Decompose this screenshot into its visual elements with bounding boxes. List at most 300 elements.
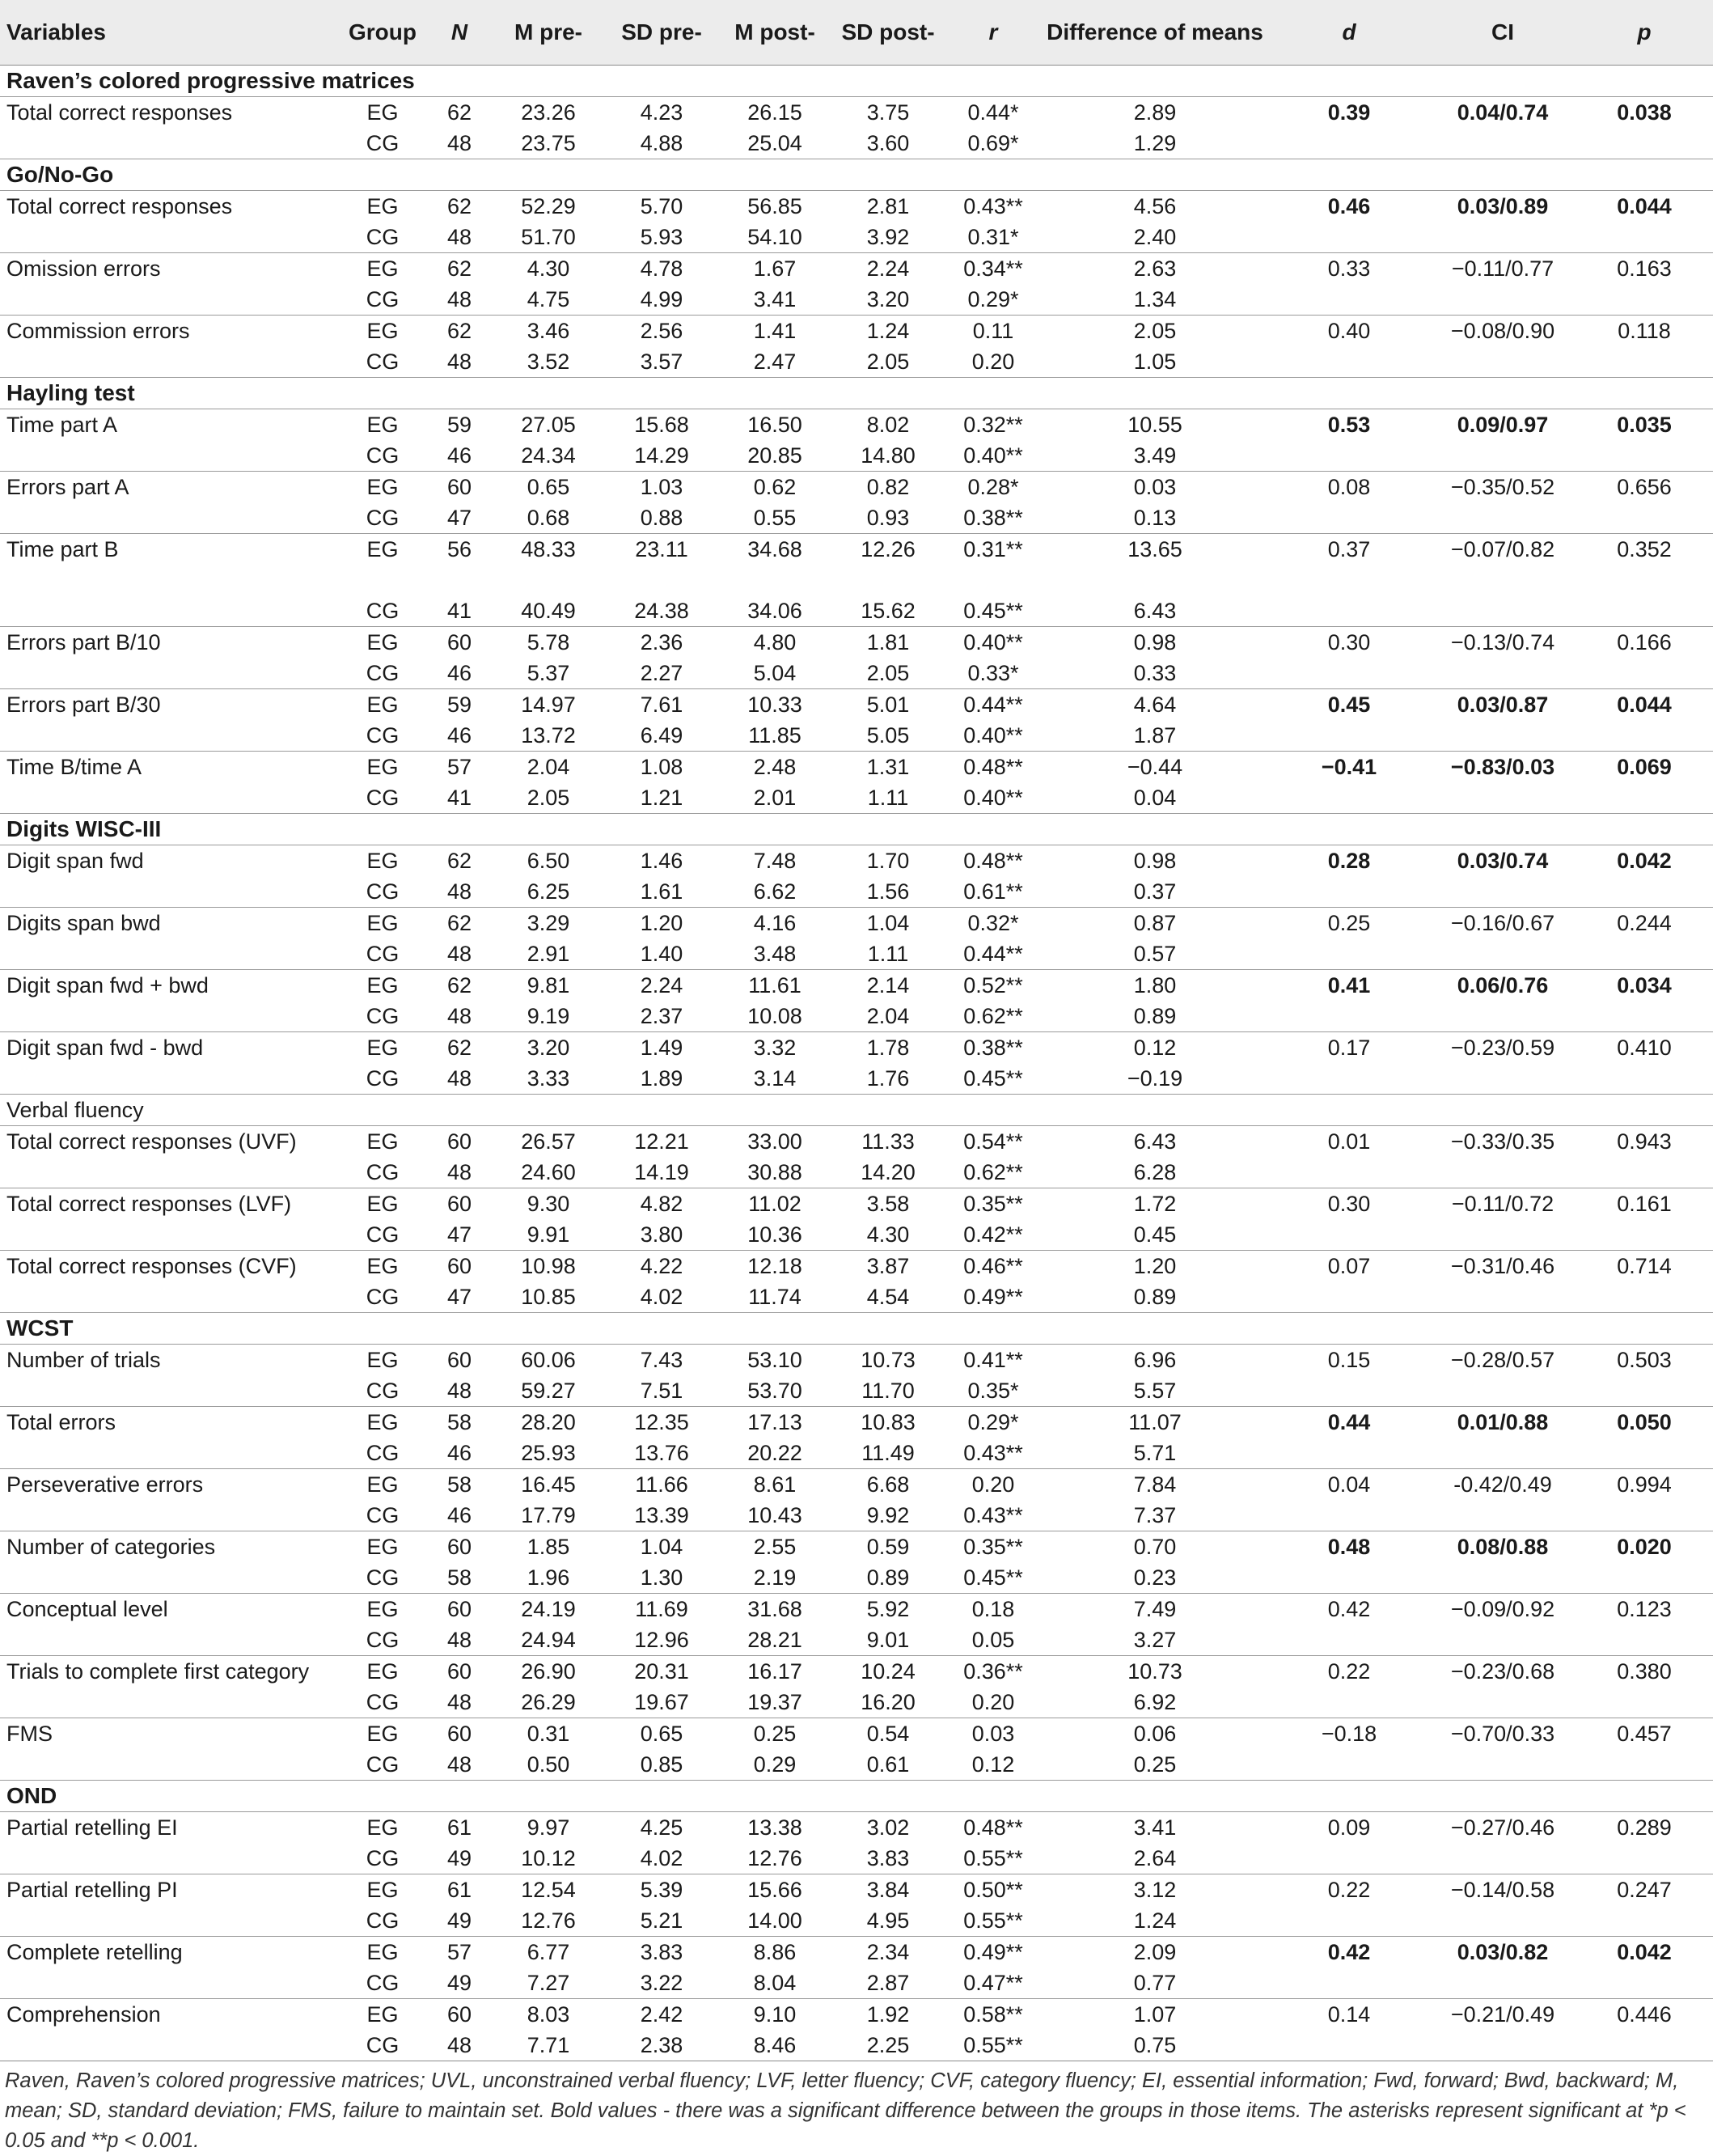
m-pre-cell: 0.50 [527,1752,570,1777]
section-title: Go/No-Go [0,159,1713,191]
ci-cell: 0.03/0.87 [1430,689,1576,721]
m-pre-cell: 26.90 [492,1656,605,1688]
variable-cell [0,440,338,472]
m-post-cell: 3.41 [753,287,797,311]
sd-pre-cell: 1.20 [605,908,718,939]
sd-pre-cell: 24.38 [634,599,689,623]
sd-pre-cell: 4.23 [605,97,718,129]
sd-pre-cell: 5.93 [640,225,683,249]
group-cell: CG [366,1379,400,1403]
ci-cell [1430,284,1576,316]
r-cell: 0.43** [963,1441,1023,1465]
variable-cell: Perseverative errors [0,1469,338,1501]
table-row [0,595,1713,627]
group-cell: EG [338,409,427,441]
p-cell [1576,1500,1713,1531]
n-cell: 48 [427,2030,492,2061]
table-row [0,222,1713,253]
r-cell: 0.40** [945,627,1042,659]
m-pre-cell: 28.20 [492,1407,605,1438]
sd-pre-cell: 1.08 [605,752,718,783]
variable-cell: Partial retelling PI [0,1874,338,1906]
difference-cell: 0.77 [1133,1971,1177,1995]
p-cell: 0.042 [1576,1937,1713,1968]
sd-pre-cell: 13.39 [634,1503,689,1527]
d-cell: 0.14 [1268,1999,1430,2031]
sd-post-cell: 16.20 [861,1690,916,1714]
sd-post-cell: 10.83 [831,1407,945,1438]
m-post-cell: 11.74 [748,1285,802,1309]
sd-post-cell: 1.04 [831,908,945,939]
d-cell: 0.30 [1268,627,1430,659]
group-cell: EG [338,689,427,721]
p-cell: 0.050 [1576,1407,1713,1438]
m-post-cell: 3.32 [718,1032,831,1064]
r-cell: 0.45** [963,1066,1023,1091]
difference-cell: 2.64 [1133,1846,1177,1870]
variable-cell: Number of trials [0,1345,338,1376]
p-cell: 0.380 [1576,1656,1713,1688]
d-cell [1268,440,1430,472]
sd-post-cell: 2.25 [831,2030,945,2061]
ci-cell: −0.11/0.72 [1430,1188,1576,1220]
sd-pre-cell: 0.85 [640,1752,683,1777]
n-cell: 48 [446,1066,472,1091]
sd-post-cell: 1.31 [831,752,945,783]
d-cell: 0.42 [1268,1937,1430,1968]
sd-post-cell: 9.92 [866,1503,910,1527]
variable-cell: Errors part B/10 [0,627,338,659]
m-post-cell: 2.48 [718,752,831,783]
sd-pre-cell: 4.25 [605,1812,718,1844]
r-cell: 0.55** [963,1846,1023,1870]
table-row [0,938,1713,970]
sd-post-cell: 0.59 [831,1531,945,1563]
r-cell: 0.34** [945,253,1042,285]
sd-post-cell: 3.83 [866,1846,910,1870]
difference-cell: 1.24 [1133,1908,1177,1933]
sd-pre-cell: 4.82 [605,1188,718,1220]
variable-cell: Total correct responses (LVF) [0,1188,338,1220]
group-cell: EG [338,1188,427,1220]
ci-cell [1430,1375,1576,1407]
d-cell: −0.18 [1268,1718,1430,1750]
m-post-cell: 0.55 [753,506,797,530]
n-cell: 60 [427,1594,492,1625]
p-cell [1576,128,1713,159]
sd-post-cell: 1.70 [831,845,945,877]
n-cell: 61 [427,1812,492,1844]
ci-cell [1430,502,1576,534]
ci-cell: −0.14/0.58 [1430,1874,1576,1906]
group-cell: EG [338,1469,427,1501]
sd-pre-cell: 4.99 [640,287,683,311]
n-cell: 48 [446,1004,472,1028]
m-pre-cell: 23.75 [521,131,576,155]
m-post-cell: 8.46 [718,2030,831,2061]
sd-pre-cell: 1.49 [605,1032,718,1064]
table-row [0,1999,1713,2031]
m-post-cell: 2.01 [753,786,797,810]
table-row [0,534,1713,596]
m-pre-cell: 27.05 [492,409,605,441]
m-pre-cell: 9.30 [492,1188,605,1220]
group-cell: CG [366,1222,400,1247]
p-cell: 0.123 [1576,1594,1713,1625]
d-cell [1268,1438,1430,1469]
variable-cell: Complete retelling [0,1937,338,1968]
table-row [0,191,1713,222]
n-cell: 58 [427,1407,492,1438]
p-cell [1576,1063,1713,1095]
m-pre-cell: 17.79 [521,1503,576,1527]
header-sd-pre: SD pre- [605,0,718,66]
table-row [0,1157,1713,1188]
m-pre-cell: 5.78 [492,627,605,659]
header-ci: CI [1430,0,1576,66]
d-cell: −0.41 [1268,752,1430,783]
difference-cell: 0.75 [1042,2030,1268,2061]
m-post-cell: 34.68 [718,534,831,596]
m-post-cell: 10.36 [747,1222,802,1247]
m-pre-cell: 40.49 [521,599,576,623]
variable-cell: Trials to complete first category [0,1656,338,1688]
m-pre-cell: 24.60 [521,1160,576,1184]
ci-cell [1430,1968,1576,1999]
section-header-row [0,66,1713,97]
variable-cell [0,346,338,378]
difference-cell: 2.09 [1042,1937,1268,1968]
sd-pre-cell: 14.29 [634,443,689,468]
n-cell: 49 [446,1846,472,1870]
sd-post-cell: 10.24 [831,1656,945,1688]
r-cell: 0.20 [945,1469,1042,1501]
m-post-cell: 1.41 [718,316,831,347]
m-post-cell: 4.80 [718,627,831,659]
ci-cell: −0.31/0.46 [1430,1251,1576,1282]
r-cell: 0.43** [963,1503,1023,1527]
sd-post-cell: 5.01 [831,689,945,721]
d-cell: 0.28 [1268,845,1430,877]
p-cell [1576,1562,1713,1594]
difference-cell: 13.65 [1042,534,1268,596]
sd-post-cell: 1.81 [831,627,945,659]
p-cell: 0.352 [1576,534,1713,596]
difference-cell: 1.20 [1042,1251,1268,1282]
table-row [0,689,1713,721]
sd-post-cell: 0.93 [866,506,910,530]
ci-cell [1430,128,1576,159]
group-cell: CG [366,1285,400,1309]
ci-cell [1430,222,1576,253]
sd-post-cell: 2.04 [866,1004,910,1028]
p-cell: 0.166 [1576,627,1713,659]
n-cell: 62 [427,845,492,877]
r-cell: 0.58** [945,1999,1042,2031]
d-cell [1268,346,1430,378]
group-cell: CG [366,225,400,249]
n-cell: 48 [446,349,472,374]
difference-cell: 0.25 [1133,1752,1177,1777]
n-cell: 49 [446,1971,472,1995]
r-cell: 0.44** [945,689,1042,721]
table-row [0,1531,1713,1563]
group-cell: EG [338,1407,427,1438]
group-cell: CG [366,287,400,311]
table-row [0,1905,1713,1937]
difference-cell: 11.07 [1042,1407,1268,1438]
section-header-row [0,378,1713,409]
d-cell: 0.33 [1268,253,1430,285]
r-cell: 0.54** [945,1126,1042,1158]
r-cell: 0.44** [963,942,1023,966]
ci-cell: 0.03/0.82 [1430,1937,1576,1968]
ci-cell [1430,1001,1576,1032]
m-pre-cell: 0.68 [527,506,570,530]
sd-pre-cell: 2.56 [605,316,718,347]
section-title: WCST [0,1313,1713,1345]
difference-cell: 0.45 [1133,1222,1177,1247]
difference-cell: 6.92 [1133,1690,1177,1714]
p-cell [1576,1749,1713,1781]
table-row [0,1407,1713,1438]
d-cell [1268,1157,1430,1188]
n-cell: 48 [446,1160,472,1184]
variable-cell: Comprehension [0,1999,338,2031]
header-r: r [945,0,1042,66]
m-pre-cell: 12.54 [492,1874,605,1906]
ci-cell: 0.08/0.88 [1430,1531,1576,1563]
m-post-cell: 12.76 [747,1846,802,1870]
difference-cell: 0.13 [1133,506,1177,530]
variable-cell: Time part A [0,409,338,441]
ci-cell [1430,720,1576,752]
n-cell: 60 [427,627,492,659]
n-cell: 47 [446,1222,472,1247]
n-cell: 60 [427,1531,492,1563]
d-cell: 0.15 [1268,1345,1430,1376]
table-row [0,1624,1713,1656]
p-cell [1576,1157,1713,1188]
r-cell: 0.28* [945,472,1042,503]
r-cell: 0.50** [945,1874,1042,1906]
p-cell [1576,1438,1713,1469]
m-post-cell: 0.62 [718,472,831,503]
variable-cell: Commission errors [0,316,338,347]
p-cell: 0.247 [1576,1874,1713,1906]
r-cell: 0.48** [945,1812,1042,1844]
table-row [0,346,1713,378]
variable-cell [0,1562,338,1594]
ci-cell: 0.09/0.97 [1430,409,1576,441]
table-row [0,1345,1713,1376]
r-cell: 0.40** [963,786,1023,810]
header-d: d [1268,0,1430,66]
m-pre-cell: 51.70 [521,225,576,249]
m-pre-cell: 9.19 [527,1004,570,1028]
header-variables: Variables [0,0,338,66]
table-row [0,1001,1713,1032]
d-cell [1268,284,1430,316]
ci-cell [1430,1624,1576,1656]
p-cell [1576,440,1713,472]
m-post-cell: 20.85 [747,443,802,468]
table-row [0,1251,1713,1282]
group-cell: CG [366,1004,400,1028]
p-cell: 0.044 [1576,191,1713,222]
difference-cell: 4.64 [1042,689,1268,721]
sd-pre-cell: 2.27 [640,661,683,685]
p-cell: 0.503 [1576,1345,1713,1376]
ci-cell [1430,938,1576,970]
n-cell: 60 [427,1251,492,1282]
variable-cell: FMS [0,1718,338,1750]
d-cell [1268,1687,1430,1718]
m-pre-cell: 60.06 [492,1345,605,1376]
sd-pre-cell: 4.22 [605,1251,718,1282]
sd-post-cell: 3.02 [831,1812,945,1844]
variable-cell: Errors part B/30 [0,689,338,721]
sd-pre-cell: 1.40 [640,942,683,966]
n-cell: 60 [427,1999,492,2031]
m-post-cell: 7.48 [718,845,831,877]
sd-post-cell: 11.70 [861,1379,915,1403]
table-row [0,97,1713,129]
p-cell: 0.410 [1576,1032,1713,1064]
sd-pre-cell: 19.67 [634,1690,689,1714]
ci-cell: −0.07/0.82 [1430,534,1576,596]
n-cell: 47 [446,506,472,530]
group-cell: CG [366,1066,400,1091]
d-cell: 0.37 [1268,534,1430,596]
r-cell: 0.32* [945,908,1042,939]
difference-cell: 7.37 [1133,1503,1177,1527]
ci-cell [1430,876,1576,908]
table-row [0,1063,1713,1095]
p-cell [1576,720,1713,752]
group-cell: CG [366,942,400,966]
sd-post-cell: 9.01 [866,1628,910,1652]
sd-pre-cell: 6.49 [640,723,683,748]
variable-cell [0,1438,338,1469]
difference-cell: 1.80 [1042,970,1268,1002]
sd-post-cell: 4.95 [866,1908,910,1933]
m-post-cell: 15.66 [718,1874,831,1906]
r-cell: 0.55** [963,1908,1023,1933]
sd-pre-cell: 2.36 [605,627,718,659]
group-cell: EG [338,97,427,129]
difference-cell: 2.63 [1042,253,1268,285]
d-cell [1268,1063,1430,1095]
sd-pre-cell: 0.88 [640,506,683,530]
sd-post-cell: 3.87 [831,1251,945,1282]
p-cell [1576,1624,1713,1656]
sd-post-cell: 11.49 [861,1441,915,1465]
r-cell: 0.20 [971,349,1015,374]
group-cell: CG [366,1752,400,1777]
m-pre-cell: 8.03 [492,1999,605,2031]
ci-cell: −0.70/0.33 [1430,1718,1576,1750]
difference-cell: 0.89 [1133,1285,1177,1309]
p-cell: 0.035 [1576,409,1713,441]
n-cell: 59 [427,689,492,721]
difference-cell: 0.12 [1042,1032,1268,1064]
group-cell: EG [338,472,427,503]
m-pre-cell: 16.45 [492,1469,605,1501]
sd-pre-cell: 13.76 [634,1441,689,1465]
sd-post-cell: 3.92 [866,225,910,249]
sd-pre-cell: 12.21 [605,1126,718,1158]
ci-cell: 0.04/0.74 [1430,97,1576,129]
table-body [0,66,1713,2061]
group-cell: CG [366,723,400,748]
m-pre-cell: 9.81 [492,970,605,1002]
m-pre-cell: 3.29 [492,908,605,939]
header-sd-post: SD post- [831,0,945,66]
difference-cell: 0.33 [1133,661,1177,685]
variable-cell [0,1624,338,1656]
section-header-row [0,159,1713,191]
r-cell: 0.36** [945,1656,1042,1688]
p-cell [1576,1687,1713,1718]
p-cell: 0.457 [1576,1718,1713,1750]
r-cell: 0.40** [963,723,1023,748]
m-pre-cell: 12.76 [521,1908,576,1933]
p-cell [1576,346,1713,378]
p-cell [1576,1281,1713,1313]
d-cell: 0.40 [1268,316,1430,347]
sd-pre-cell: 7.43 [605,1345,718,1376]
n-cell: 62 [427,316,492,347]
d-cell: 0.22 [1268,1656,1430,1688]
group-cell: CG [366,506,400,530]
r-cell: 0.46** [945,1251,1042,1282]
d-cell [1268,128,1430,159]
group-cell: EG [338,1718,427,1750]
ci-cell [1430,595,1576,627]
p-cell [1576,595,1713,627]
p-cell: 0.042 [1576,845,1713,877]
sd-pre-cell: 1.21 [640,786,683,810]
group-cell: EG [338,908,427,939]
r-cell: 0.31** [945,534,1042,596]
difference-cell: 1.72 [1042,1188,1268,1220]
n-cell: 62 [427,191,492,222]
p-cell [1576,1905,1713,1937]
r-cell: 0.20 [971,1690,1015,1714]
ci-cell [1430,1687,1576,1718]
sd-post-cell: 14.20 [861,1160,916,1184]
group-cell: CG [366,599,400,623]
difference-cell: 3.12 [1042,1874,1268,1906]
r-cell: 0.61** [963,879,1023,904]
sd-post-cell: 0.54 [831,1718,945,1750]
sd-pre-cell: 3.57 [640,349,683,374]
variable-cell [0,938,338,970]
m-pre-cell: 1.85 [492,1531,605,1563]
r-cell: 0.47** [963,1971,1023,1995]
p-cell [1576,782,1713,814]
p-cell: 0.069 [1576,752,1713,783]
m-post-cell: 20.22 [747,1441,802,1465]
n-cell: 49 [446,1908,472,1933]
d-cell [1268,1281,1430,1313]
variable-cell [0,128,338,159]
variable-cell [0,1281,338,1313]
p-cell: 0.118 [1576,316,1713,347]
r-cell: 0.49** [945,1937,1042,1968]
variable-cell [0,1219,338,1251]
